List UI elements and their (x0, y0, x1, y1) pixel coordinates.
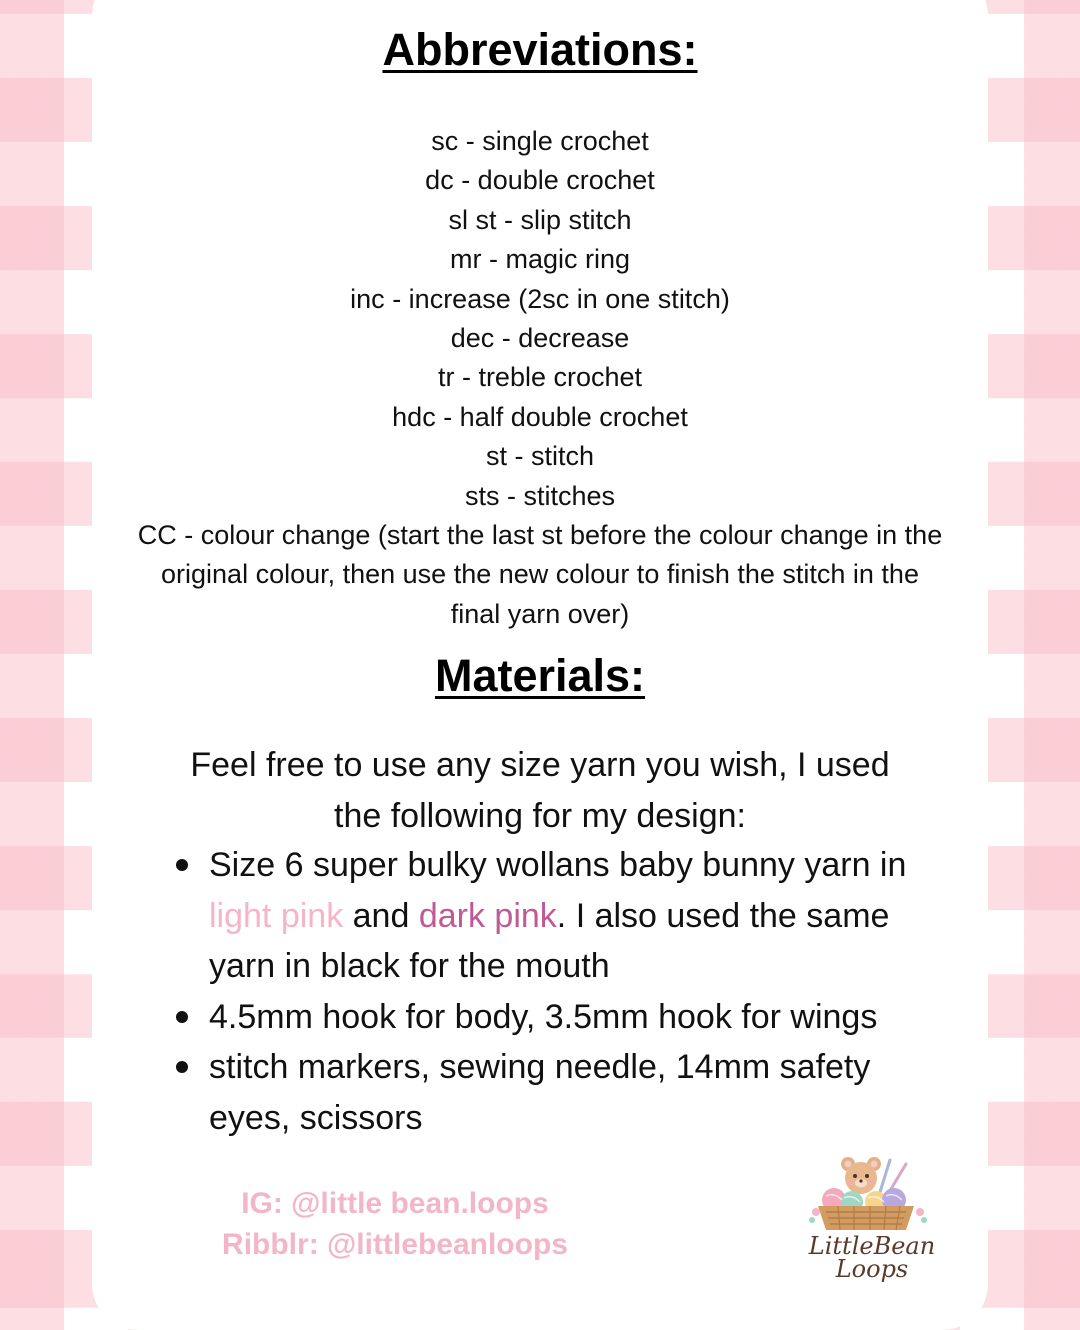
materials-item-notions (164, 1042, 944, 1143)
yarn-text: . I also used the same yarn in black for the mouth (209, 896, 890, 985)
abbreviation-item: tr - treble crochet (437, 362, 643, 393)
abbreviation-item: mr - magic ring (449, 244, 631, 275)
materials-intro-line: Feel free to use any size yarn you wish, I used (190, 746, 890, 784)
bullet-icon (176, 1011, 188, 1023)
ribblr-handle: Ribblr: @littlebeanloops (222, 1228, 568, 1261)
abbreviation-item: CC - colour change (start the last st before the colour change in the (137, 520, 943, 551)
materials-list (164, 840, 944, 1143)
yarn-text: Size 6 super bulky wollans baby bunny yarn in (209, 846, 907, 884)
notions-text: stitch markers, sewing needle, 14mm safety eyes, scissors (209, 1048, 871, 1137)
abbreviation-item: st - stitch (485, 441, 594, 472)
abbreviations-list (100, 122, 980, 634)
materials-heading: Materials: (434, 650, 646, 701)
bullet-icon (176, 859, 188, 871)
yarn-text: and (343, 896, 419, 935)
abbreviations-heading: Abbreviations: (382, 24, 698, 75)
hooks-text: 4.5mm hook for body, 3.5mm hook for wings (209, 997, 878, 1036)
abbreviation-item: dec - decrease (450, 323, 630, 354)
instagram-handle: IG: @little bean.loops (241, 1187, 549, 1220)
logo-text-line2: Loops (835, 1255, 909, 1283)
materials-intro-line: the following for my design: (334, 796, 746, 835)
light-pink-text: light pink (209, 896, 344, 935)
logo-text-line1: LittleBean (808, 1232, 936, 1260)
abbreviation-item: final yarn over) (450, 598, 630, 629)
abbreviation-item: dc - double crochet (425, 165, 655, 196)
abbreviation-item: sts - stitches (464, 480, 616, 511)
abbreviation-item: hdc - half double crochet (392, 401, 688, 432)
abbreviation-item: inc - increase (2sc in one stitch) (350, 283, 730, 314)
abbreviation-item: sl st - slip stitch (448, 204, 632, 235)
materials-item-hooks (164, 992, 944, 1043)
abbreviation-item: original colour, then use the new colour to finish the stitch in the (161, 559, 919, 590)
materials-intro (150, 740, 930, 841)
bear-in-yarn-basket-logo-icon (796, 1150, 948, 1284)
materials-item-yarn (164, 840, 944, 992)
bullet-icon (176, 1061, 188, 1073)
abbreviation-item: sc - single crochet (431, 126, 649, 156)
dark-pink-text: dark pink (418, 896, 557, 935)
